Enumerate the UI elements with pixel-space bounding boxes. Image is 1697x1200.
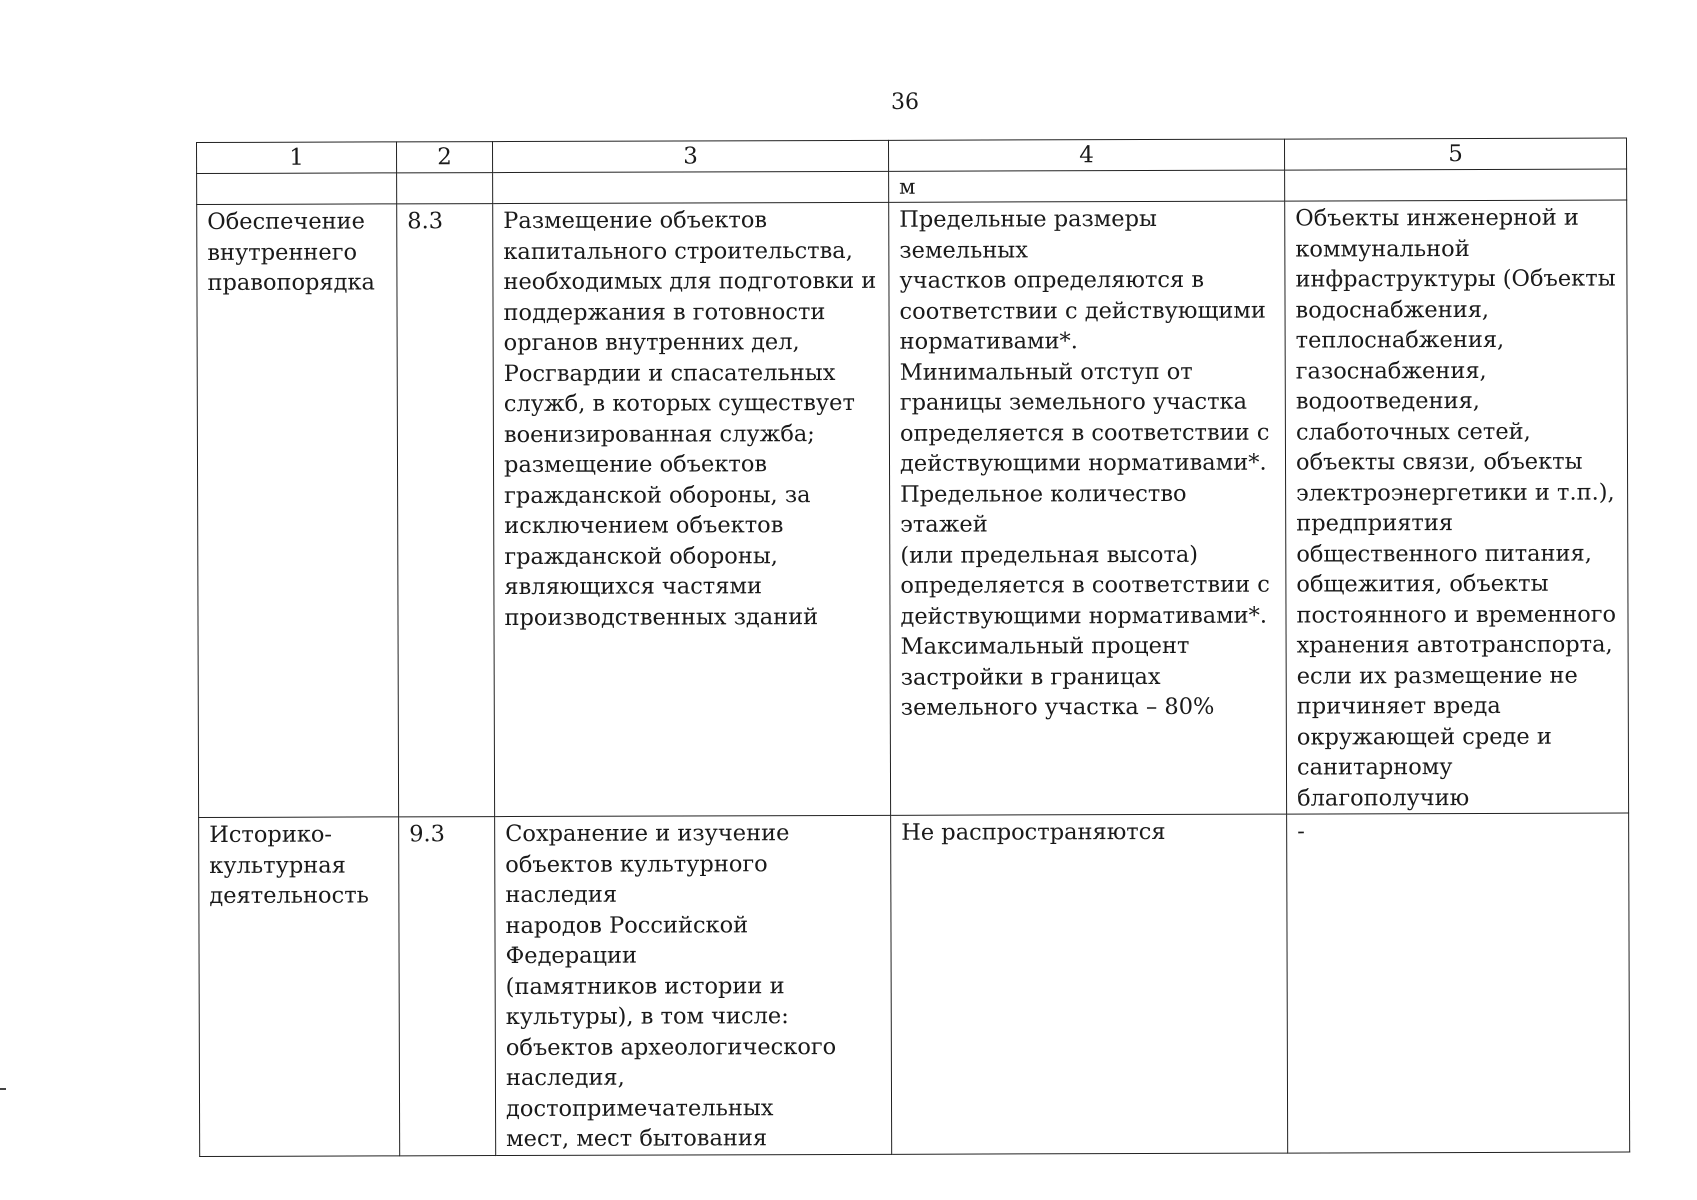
construction-parameters: Не распространяются	[891, 814, 1288, 1154]
permitted-use-description: Сохранение и изучение объектов культурного наследия народов Российской Федерации (памятников истории и культуры), в том числе: объектов археологического наследия, достопримечательных мест, мест бытования	[495, 815, 892, 1155]
permitted-use-name: Обеспечение внутреннего правопорядка	[197, 204, 399, 818]
permitted-use-code: 8.3	[397, 204, 495, 817]
unit-cell-4: м	[889, 170, 1285, 202]
permitted-use-description: Размещение объектов капитального строительства, необходимых для подготовки и поддержания в готовности органов внутренних дел, Росгвардии и спасательных служб, в которых существует военизированная служба; размещение объектов гражданской обороны, за исключением объектов гражданской обороны, являющихся частями производственных зданий	[493, 202, 891, 816]
unit-cell-1	[197, 173, 397, 205]
permitted-use-code: 9.3	[399, 817, 496, 1156]
permitted-use-name: Историко- культурная деятельность	[199, 817, 400, 1156]
table-row	[197, 200, 1629, 817]
unit-cell-3	[493, 171, 889, 203]
header-cell-1: 1	[197, 142, 397, 174]
auxiliary-uses: -	[1287, 813, 1630, 1153]
unit-cell-2	[397, 173, 493, 204]
auxiliary-uses: Объекты инженерной и коммунальной инфраструктуры (Объекты водоснабжения, теплоснабжения, газоснабжения, водоотведения, слаботочных сетей, объекты связи, объекты электроэнергетики и т.п.), предприятия общественного питания, общежития, объекты постоянного и временного хранения автотранспорта, если их размещение не причиняет вреда окружающей среде и санитарному благополучию	[1285, 200, 1629, 814]
construction-parameters: Предельные размеры земельных участков определяются в соответствии с действующими нормативами*. Минимальный отступ от границы земельного участка определяется в соответствии с действующими нормативами*. Предельное количество этажей (или предельная высота) определяется в соответствии с действующими нормативами*. Максимальный процент застройки в границах земельного участка – 80%	[889, 201, 1287, 815]
header-cell-5: 5	[1284, 138, 1626, 170]
zoning-table	[196, 138, 1630, 1157]
unit-cell-5	[1285, 169, 1627, 201]
table-header-row	[197, 138, 1627, 173]
header-cell-4: 4	[888, 139, 1284, 171]
page-number: 36	[891, 90, 919, 115]
scan-margin-mark	[0, 1088, 6, 1090]
table-unit-row	[197, 169, 1627, 204]
header-cell-2: 2	[397, 142, 493, 173]
header-cell-3: 3	[493, 140, 889, 172]
table-row	[199, 813, 1630, 1156]
